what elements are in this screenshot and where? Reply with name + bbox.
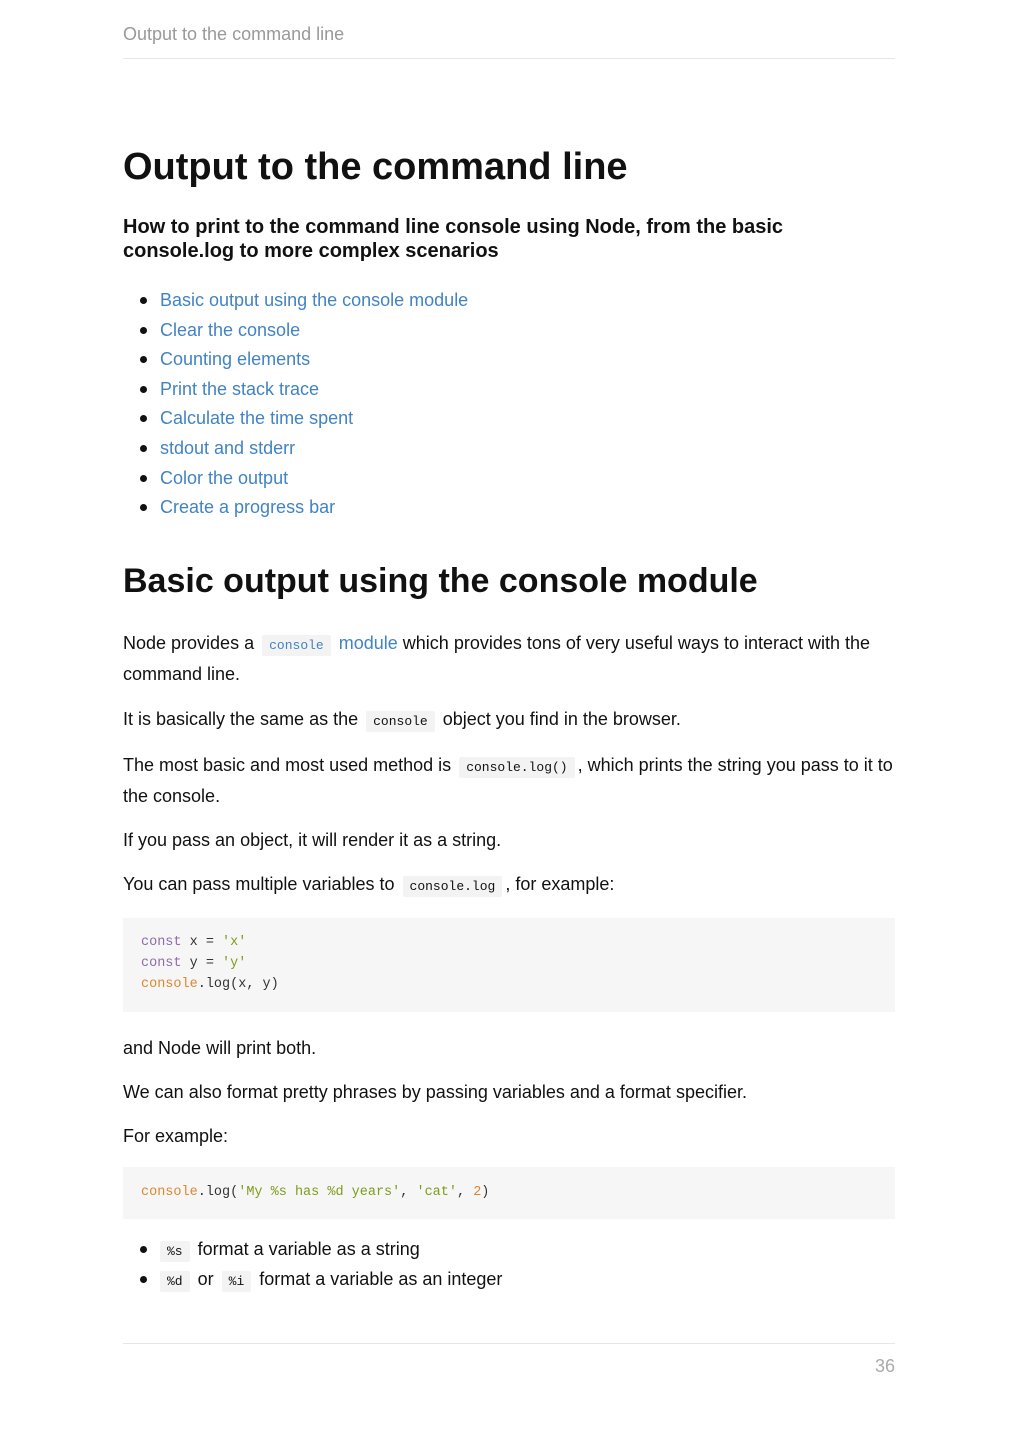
text: The most basic and most used method is [123, 755, 452, 775]
inline-code: %d [160, 1271, 190, 1292]
toc-item [123, 494, 895, 524]
keyword: const [141, 956, 182, 971]
text: You can pass multiple variables to [123, 874, 395, 894]
format-specifier-list [123, 1236, 895, 1295]
string: 'cat' [416, 1185, 457, 1200]
toc-link[interactable]: Calculate the time spent [160, 408, 354, 429]
paragraph: and Node will print both. [123, 1038, 317, 1058]
code-block [123, 1167, 895, 1219]
text: object you find in the browser. [442, 709, 681, 729]
toc-link[interactable]: Counting elements [160, 349, 311, 370]
paragraph: If you pass an object, it will render it as a string. [123, 830, 502, 850]
paragraph: We can also format pretty phrases by passing variables and a format specifier. [123, 1082, 747, 1102]
code-text: , [400, 1185, 417, 1200]
toc-item [123, 346, 895, 376]
toc-link[interactable]: Print the stack trace [160, 378, 320, 399]
toc-link[interactable]: stdout and stderr [160, 437, 296, 458]
paragraph: For example: [123, 1126, 229, 1146]
object: console [141, 977, 198, 992]
text: , which prints the string you pass to it to the console. [123, 755, 893, 806]
page-title: Output to the command line [123, 146, 628, 188]
table-of-contents [123, 287, 895, 524]
string: 'My %s has %d years' [238, 1185, 401, 1200]
code-text: y = [181, 956, 223, 971]
section-heading: Basic output using the console module [123, 562, 758, 600]
toc-item [123, 376, 895, 406]
toc-item [123, 405, 895, 435]
toc-link[interactable]: Clear the console [160, 319, 301, 340]
toc-item [123, 465, 895, 495]
toc-link[interactable]: Basic output using the console module [160, 290, 469, 310]
inline-code: %i [222, 1271, 252, 1292]
string: 'x' [222, 935, 247, 950]
text: It is basically the same as the [123, 709, 359, 729]
running-header: Output to the command line [123, 24, 345, 44]
text: Node provides a [123, 633, 255, 653]
code-block [123, 918, 895, 1012]
paragraph [123, 870, 895, 901]
number: 2 [473, 1185, 482, 1200]
header-divider [123, 58, 895, 59]
code-text: .log( [197, 1185, 239, 1200]
inline-code: console.log [403, 876, 503, 897]
paragraph [123, 705, 895, 736]
code-text: ) [481, 1185, 490, 1200]
inline-code: %s [160, 1241, 190, 1262]
paragraph [123, 751, 895, 811]
paragraph [123, 629, 895, 689]
page-number: 36 [874, 1356, 895, 1376]
list-item [123, 1266, 895, 1296]
text: format a variable as an integer [259, 1268, 503, 1289]
text: which provides tons of very useful ways to interact with the command line. [123, 633, 871, 684]
toc-item [123, 317, 895, 347]
code-text: x = [181, 935, 223, 950]
toc-item [123, 435, 895, 465]
toc-link[interactable]: Create a progress bar [160, 497, 336, 518]
text: or [197, 1268, 214, 1289]
code-text: .log(x, y) [197, 977, 279, 992]
keyword: const [141, 935, 182, 950]
footer-divider [123, 1343, 895, 1344]
toc-link[interactable]: Color the output [160, 467, 289, 488]
code-text: , [456, 1185, 474, 1200]
list-item [123, 1236, 895, 1266]
subtitle: How to print to the command line console using Node, from the basic console.log to more complex scenarios [123, 216, 784, 262]
inline-code: console [366, 711, 435, 732]
module-link[interactable]: module [338, 633, 398, 653]
inline-code: console.log() [459, 757, 574, 778]
text: format a variable as a string [197, 1239, 420, 1259]
object: console [141, 1185, 198, 1200]
inline-code: console [262, 635, 331, 656]
text: , for example: [505, 874, 615, 894]
string: 'y' [222, 956, 247, 971]
toc-item [123, 287, 895, 317]
section-body [123, 629, 895, 1219]
